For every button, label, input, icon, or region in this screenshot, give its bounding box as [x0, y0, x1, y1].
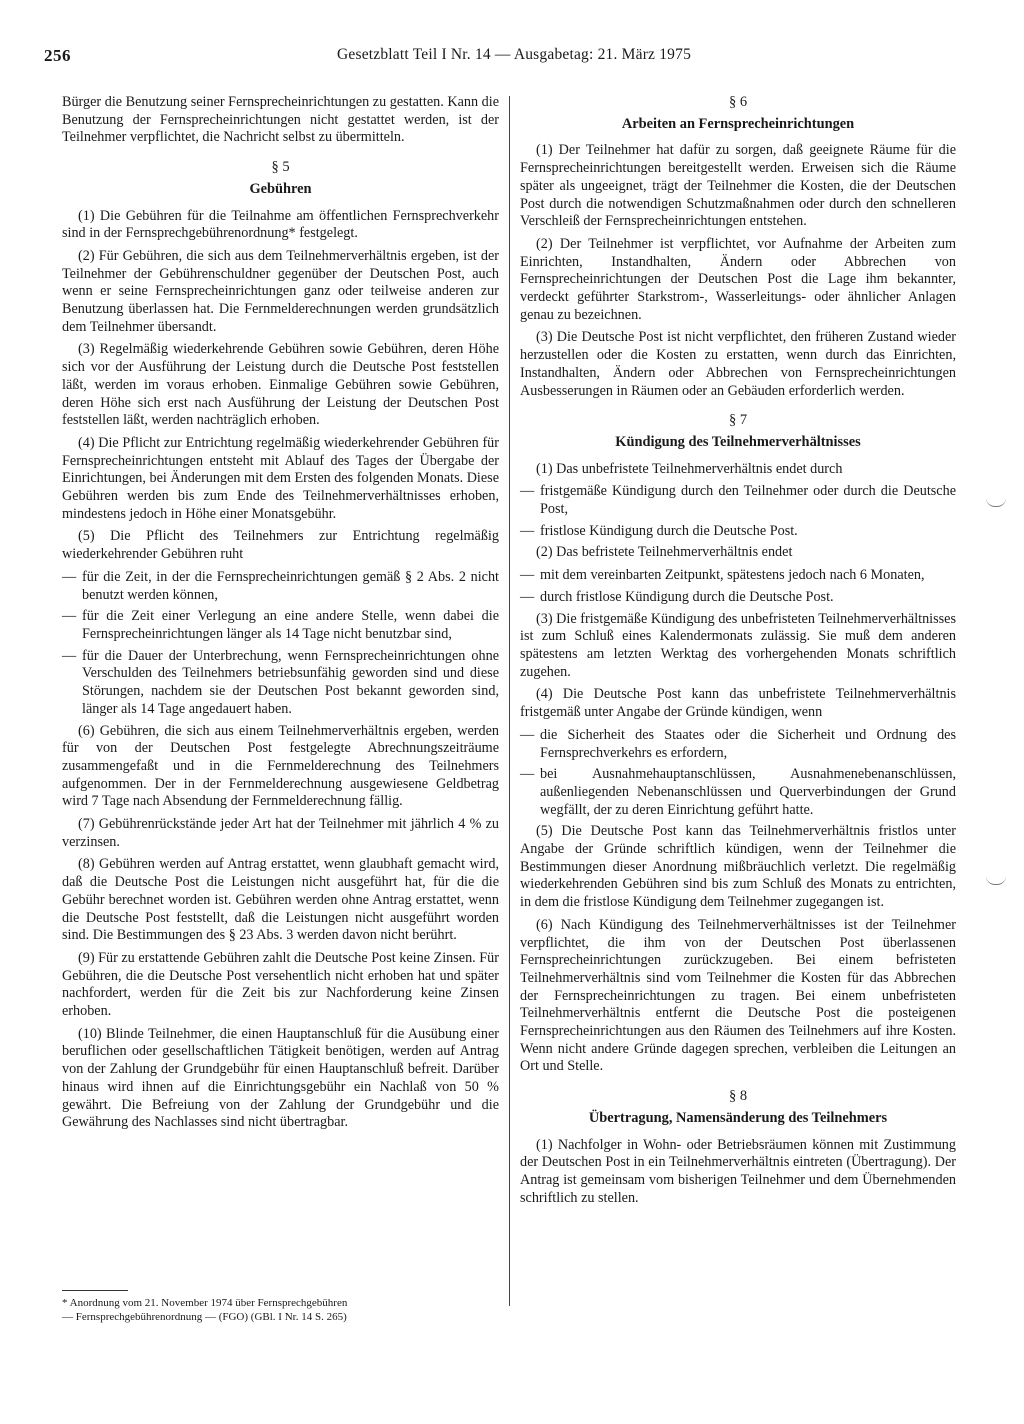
section-8-number: § 8	[728, 1088, 748, 1105]
dash-marker: —	[62, 647, 77, 664]
dash-marker: —	[520, 522, 535, 539]
section-7-paragraph-3: (3) Die fristgemäße Kündigung des unbefristeten Teilnehmerverhältnisses ist zum Schluß eines Kalendermonats zulässig. Sie muß dem anderen spätestens am letzten Werktag des vorhergehenden Monats schriftlich zugehen.	[520, 610, 956, 680]
footnote-line-1: * Anordnung vom 21. November 1974 über Fernsprechgebühren	[62, 1297, 348, 1309]
section-7-paragraph-6: (6) Nach Kündigung des Teilnehmerverhältnisses ist der Teilnehmer verpflichtet, die ihm von der Deutschen Post überlassenen Fernsprecheinrichtungen zurückzugeben. Bei einem befristeten Teilnehmerverhältnis sind vom Teilnehmer die Kosten für das Abbrechen der Fernsprecheinrichtungen zu tragen. Bei einem unbefristeten Teilnehmerverhältnis entfernt die Deutsche Post die posteigenen Fernsprecheinrichtungen aus den Räumen des Teilnehmers auf ihre Kosten. Wenn nicht andere Gründe dagegen sprechen, verbleiben die Leitungen an Ort und Stelle.	[520, 916, 956, 1075]
section-6-title: Arbeiten an Fernsprecheinrichtungen	[621, 115, 855, 132]
dash-marker: —	[520, 726, 535, 743]
section-8-title: Übertragung, Namensänderung des Teilnehmers	[588, 1109, 888, 1126]
list-item: — für die Zeit, in der die Fernsprecheinrichtungen gemäß § 2 Abs. 2 nicht benutzt werden können,	[62, 568, 499, 603]
list-item: — die Sicherheit des Staates oder die Sicherheit und Ordnung des Fernsprechverkehrs es erfordern,	[520, 726, 956, 761]
dash-marker: —	[520, 766, 535, 783]
list-item: — für die Zeit einer Verlegung an eine andere Stelle, wenn dabei die Fernsprecheinrichtungen länger als 14 Tage nicht benutzbar sind,	[62, 608, 499, 642]
list-item: — fristgemäße Kündigung durch den Teilnehmer oder durch die Deutsche Post,	[520, 483, 956, 518]
footnote	[62, 1296, 442, 1324]
section-7-number: § 7	[728, 412, 748, 429]
section-5-title: Gebühren	[249, 180, 312, 197]
list-item: — fristlose Kündigung durch die Deutsche Post.	[520, 522, 798, 539]
section-6-paragraph-3: (3) Die Deutsche Post ist nicht verpflichtet, den früheren Zustand wieder herzustellen oder die Kosten zu erstatten, wenn durch das Einrichten, Instandhalten, Ändern oder Abbrechen von Fernsprecheinrichtungen Ausbesserungen in Räumen oder an Gebäuden erforderlich werden.	[520, 329, 956, 399]
dash-marker: —	[520, 588, 535, 605]
dash-marker: —	[62, 568, 77, 585]
section-5-paragraph-7: (7) Gebührenrückstände jeder Art hat der Teilnehmer mit jährlich 4 % zu verzinsen.	[62, 816, 499, 850]
section-5-paragraph-5: (5) Die Pflicht des Teilnehmers zur Entrichtung regelmäßig wiederkehrender Gebühren ruht	[62, 528, 499, 563]
list-item: — mit dem vereinbarten Zeitpunkt, spätestens jedoch nach 6 Monaten,	[520, 567, 925, 584]
dash-marker: —	[62, 608, 77, 625]
section-7-title: Kündigung des Teilnehmerverhältnisses	[615, 433, 861, 450]
page-header	[44, 46, 984, 74]
section-8-paragraph-1: (1) Nachfolger in Wohn- oder Betriebsräumen können mit Zustimmung der Deutschen Post in ein Teilnehmerverhältnis eintreten (Übertragung). Der Antrag ist gemeinsam vom bisherigen Teilnehmer und dem Übernehmenden schriftlich zu stellen.	[520, 1136, 956, 1206]
section-5-number: § 5	[271, 159, 290, 176]
section-5-paragraph-3: (3) Regelmäßig wiederkehrende Gebühren sowie Gebühren, deren Höhe sich vor der Ausführung der Leistung durch die Deutsche Post feststellen läßt, werden im voraus erhoben. Einmalige Gebühren sowie Gebühren, deren Höhe sich erst nach Ausführung der Leistung der Deutschen Post feststellen läßt, werden nachträglich erhoben.	[62, 341, 499, 429]
list-item: — durch fristlose Kündigung durch die Deutsche Post.	[520, 588, 834, 605]
section-6-paragraph-1: (1) Der Teilnehmer hat dafür zu sorgen, daß geeignete Räume für die Fernsprecheinrichtungen bereitgestellt werden. Erweisen sich die Räume später als ungeeignet, trägt der Teilnehmer die Kosten, die der Deutschen Post durch die notwendigen Schutzmaßnahmen oder durch den schnelleren Verschleiß der Fernsprecheinrichtungen entstehen.	[520, 142, 956, 230]
margin-mark	[986, 498, 1006, 507]
section-5-paragraph-1: (1) Die Gebühren für die Teilnahme am öffentlichen Fernsprechverkehr sind in der Fernsprechgebührenordnung* festgelegt.	[62, 207, 499, 242]
dash-marker: —	[520, 567, 535, 584]
section-7-paragraph-4: (4) Die Deutsche Post kann das unbefristete Teilnehmerverhältnis fristgemäß unter Angabe der Gründe kündigen, wenn	[520, 686, 956, 721]
page-number: 256	[44, 46, 71, 65]
left-column	[62, 94, 499, 1137]
section-5-paragraph-4: (4) Die Pflicht zur Entrichtung regelmäßig wiederkehrender Gebühren für Fernsprecheinrichtungen entsteht mit Ablauf des Tages der Übergabe der Einrichtungen, bei Änderungen mit dem Ersten des folgenden Monats. Diese Gebühren werden bis zum Ende des Teilnehmerverhältnisses erhoben, mindestens jedoch in Höhe einer Monatsgebühr.	[62, 434, 499, 522]
section-5-paragraph-9: (9) Für zu erstattende Gebühren zahlt die Deutsche Post keine Zinsen. Für Gebühren, die die Deutsche Post versehentlich nicht erhoben hat und später nachfordert, werden für die Zeit bis zur Nachforderung keine Zinsen erhoben.	[62, 949, 499, 1020]
dash-marker: —	[520, 483, 535, 500]
section-5-paragraph-6: (6) Gebühren, die sich aus einem Teilnehmerverhältnis ergeben, werden für von der Deutschen Post festgelegte Abrechnungszeiträume zusammengefaßt und in die Fernmelderechnung des Teilnehmers aufgenommen. Der in der Fernmelderechnung ausgewiesene Geldbetrag wird 7 Tage nach Absendung der Fernmelderechnung fällig.	[62, 722, 499, 810]
footnote-line-2: — Fernsprechgebührenordnung — (FGO) (GBl. I Nr. 14 S. 265)	[62, 1311, 347, 1323]
section-7-paragraph-2: (2) Das befristete Teilnehmerverhältnis endet	[536, 544, 793, 561]
right-column	[520, 94, 956, 1212]
footnote-rule	[62, 1290, 128, 1291]
column-divider	[509, 96, 510, 1306]
continued-paragraph: Bürger die Benutzung seiner Fernsprecheinrichtungen zu gestatten. Kann die Benutzung der Fernsprecheinrichtungen nicht gestattet werden, ist der Teilnehmer verpflichtet, die Nachricht selbst zu übermitteln.	[62, 94, 499, 146]
section-7-paragraph-5: (5) Die Deutsche Post kann das Teilnehmerverhältnis fristlos unter Angabe der Gründe schriftlich kündigen, wenn der Teilnehmer die Bestimmungen dieser Anordnung mißbräuchlich verletzt. Die regelmäßig wiederkehrenden Gebühren sind bis zum Schluß des Monats zu entrichten, in dem die fristlose Kündigung dem Teilnehmer zugegangen ist.	[520, 823, 956, 911]
list-item: — für die Dauer der Unterbrechung, wenn Fernsprecheinrichtungen ohne Verschulden des Teilnehmers betriebsunfähig geworden sind und diese Störungen, nachdem sie der Deutschen Post bekannt geworden sind, länger als 14 Tage angedauert haben.	[62, 647, 499, 717]
section-6-number: § 6	[728, 94, 748, 110]
margin-mark	[986, 876, 1006, 885]
section-5-paragraph-10: (10) Blinde Teilnehmer, die einen Hauptanschluß für die Ausübung einer beruflichen oder gesellschaftlichen Tätigkeit benötigen, werden auf Antrag von der Zahlung der Grundgebühr für einen Hauptanschluß befreit. Darüber hinaus wird ihnen auf die Einrichtungsgebühr ein Nachlaß von 50 % gewährt. Die Befreiung von der Zahlung der Grundgebühr und die Gewährung des Nachlasses sind nicht übertragbar.	[62, 1025, 499, 1131]
list-item: — bei Ausnahmehauptanschlüssen, Ausnahmenebenanschlüssen, außenliegenden Nebenanschlüssen und Querverbindungen der Grund wegfällt, der zu deren Einrichtung geführt hatte.	[520, 766, 956, 818]
running-head: Gesetzblatt Teil I Nr. 14 — Ausgabetag: 21. März 1975	[336, 46, 692, 63]
section-6-paragraph-2: (2) Der Teilnehmer ist verpflichtet, vor Aufnahme der Arbeiten zum Einrichten, Instandhalten, Ändern oder Abbrechen von Fernsprecheinrichtungen der Deutschen Post die Lage ihm bekannter, verdeckt geführter Starkstrom-, Wasserleitungs- oder ähnlicher Anlagen genau zu bezeichnen.	[520, 235, 956, 323]
section-5-paragraph-8: (8) Gebühren werden auf Antrag erstattet, wenn glaubhaft gemacht wird, daß die Deutsche Post die Leistungen nicht ausgeführt hat, für die die Gebühr berechnet worden ist. Gebühren werden ohne Antrag erstattet, wenn die Deutsche Post feststellt, daß die Leistungen nicht ausgeführt worden sind. Die Bestimmungen des § 23 Abs. 3 werden davon nicht berührt.	[62, 856, 499, 944]
section-7-paragraph-1: (1) Das unbefristete Teilnehmerverhältnis endet durch	[536, 460, 843, 477]
section-5-paragraph-2: (2) Für Gebühren, die sich aus dem Teilnehmerverhältnis ergeben, ist der Teilnehmer der Gebührenschuldner gegenüber der Deutschen Post, auch wenn er seine Fernsprecheinrichtungen ganz oder teilweise anderen zur Benutzung überlassen hat. Die Fernmelderechnungen werden grundsätzlich dem Teilnehmer übersandt.	[62, 247, 499, 335]
